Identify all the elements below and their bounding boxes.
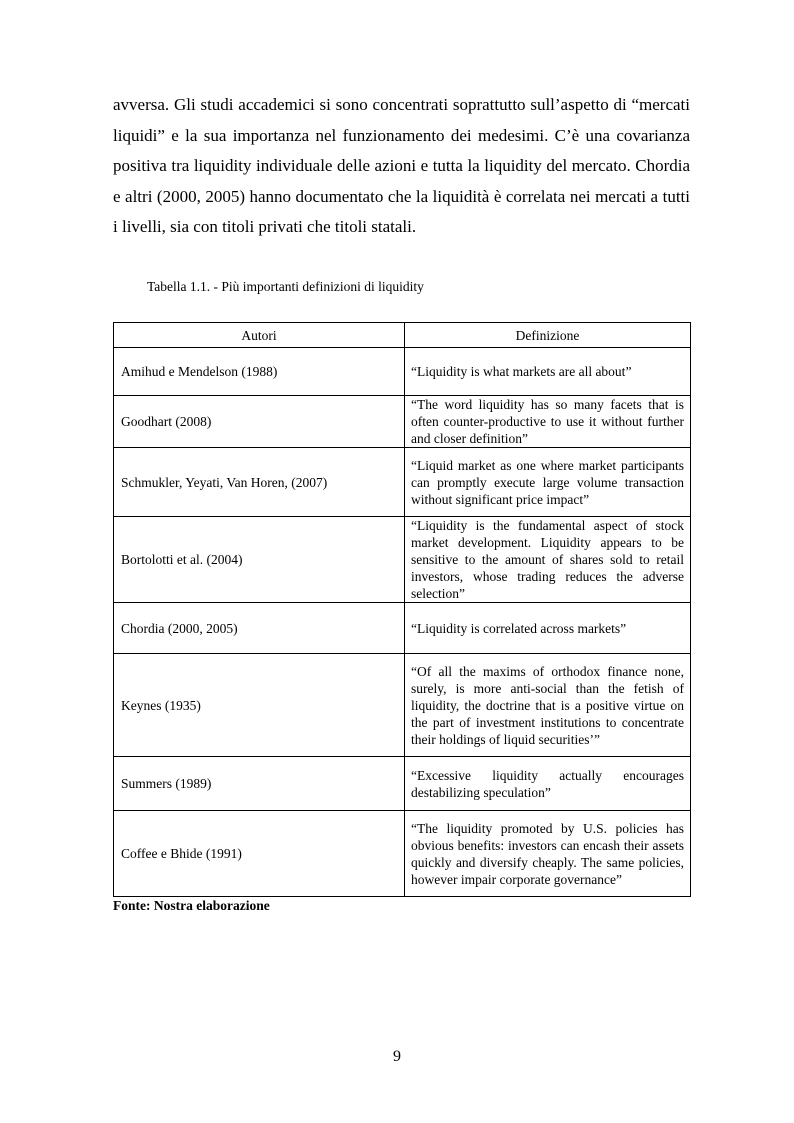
table-row xyxy=(114,811,691,897)
definition-cell: “Liquidity is what markets are all about” xyxy=(405,348,691,396)
body-paragraph: avversa. Gli studi accademici si sono concentrati soprattutto sull’aspetto di “mercati liquidi” e la sua importanza nel funzionamento dei medesimi. C’è una covarianza positiva tra liquidity individuale delle azioni e tutta la liquidity del mercato. Chordia e altri (2000, 2005) hanno documentato che la liquidità è correlata nei mercati a tutti i livelli, sia con titoli privati che titoli statali. xyxy=(113,95,690,236)
definition-cell: “The liquidity promoted by U.S. policies has obvious benefits: investors can encash their assets quickly and diversify cheaply. The same policies, however impair corporate governance” xyxy=(405,811,691,897)
table-row xyxy=(114,396,691,448)
author-cell: Schmukler, Yeyati, Van Horen, (2007) xyxy=(114,448,405,517)
liquidity-definitions-table xyxy=(113,322,691,897)
header-definition: Definizione xyxy=(405,323,691,348)
author-cell: Amihud e Mendelson (1988) xyxy=(114,348,405,396)
author-cell: Bortolotti et al. (2004) xyxy=(114,517,405,603)
table-row xyxy=(114,654,691,757)
header-authors: Autori xyxy=(114,323,405,348)
author-cell: Summers (1989) xyxy=(114,757,405,811)
table-row xyxy=(114,448,691,517)
table-row xyxy=(114,757,691,811)
table-row xyxy=(114,348,691,396)
table-row xyxy=(114,517,691,603)
definition-cell: “Liquidity is the fundamental aspect of stock market development. Liquidity appears to be sensitive to the amount of shares sold to retail investors, whose trading reduces the adverse selection” xyxy=(405,517,691,603)
definition-cell: “The word liquidity has so many facets that is often counter-productive to use it without further and closer definition” xyxy=(405,396,691,448)
page-number: 9 xyxy=(393,1048,401,1065)
author-cell: Keynes (1935) xyxy=(114,654,405,757)
definition-cell: “Excessive liquidity actually encourages destabilizing speculation” xyxy=(405,757,691,811)
definition-cell: “Of all the maxims of orthodox finance none, surely, is more anti-social than the fetish of liquidity, the doctrine that is a positive virtue on the part of investment institutions to concentrate their holdings of liquid securities’” xyxy=(405,654,691,757)
table-source-note: Fonte: Nostra elaborazione xyxy=(113,898,270,913)
table-caption: Tabella 1.1. - Più importanti definizioni di liquidity xyxy=(147,279,424,294)
definition-cell: “Liquid market as one where market participants can promptly execute large volume transaction without significant price impact” xyxy=(405,448,691,517)
author-cell: Chordia (2000, 2005) xyxy=(114,603,405,654)
table-row xyxy=(114,603,691,654)
table-header-row xyxy=(114,323,691,348)
author-cell: Goodhart (2008) xyxy=(114,396,405,448)
author-cell: Coffee e Bhide (1991) xyxy=(114,811,405,897)
definition-cell: “Liquidity is correlated across markets” xyxy=(405,603,691,654)
